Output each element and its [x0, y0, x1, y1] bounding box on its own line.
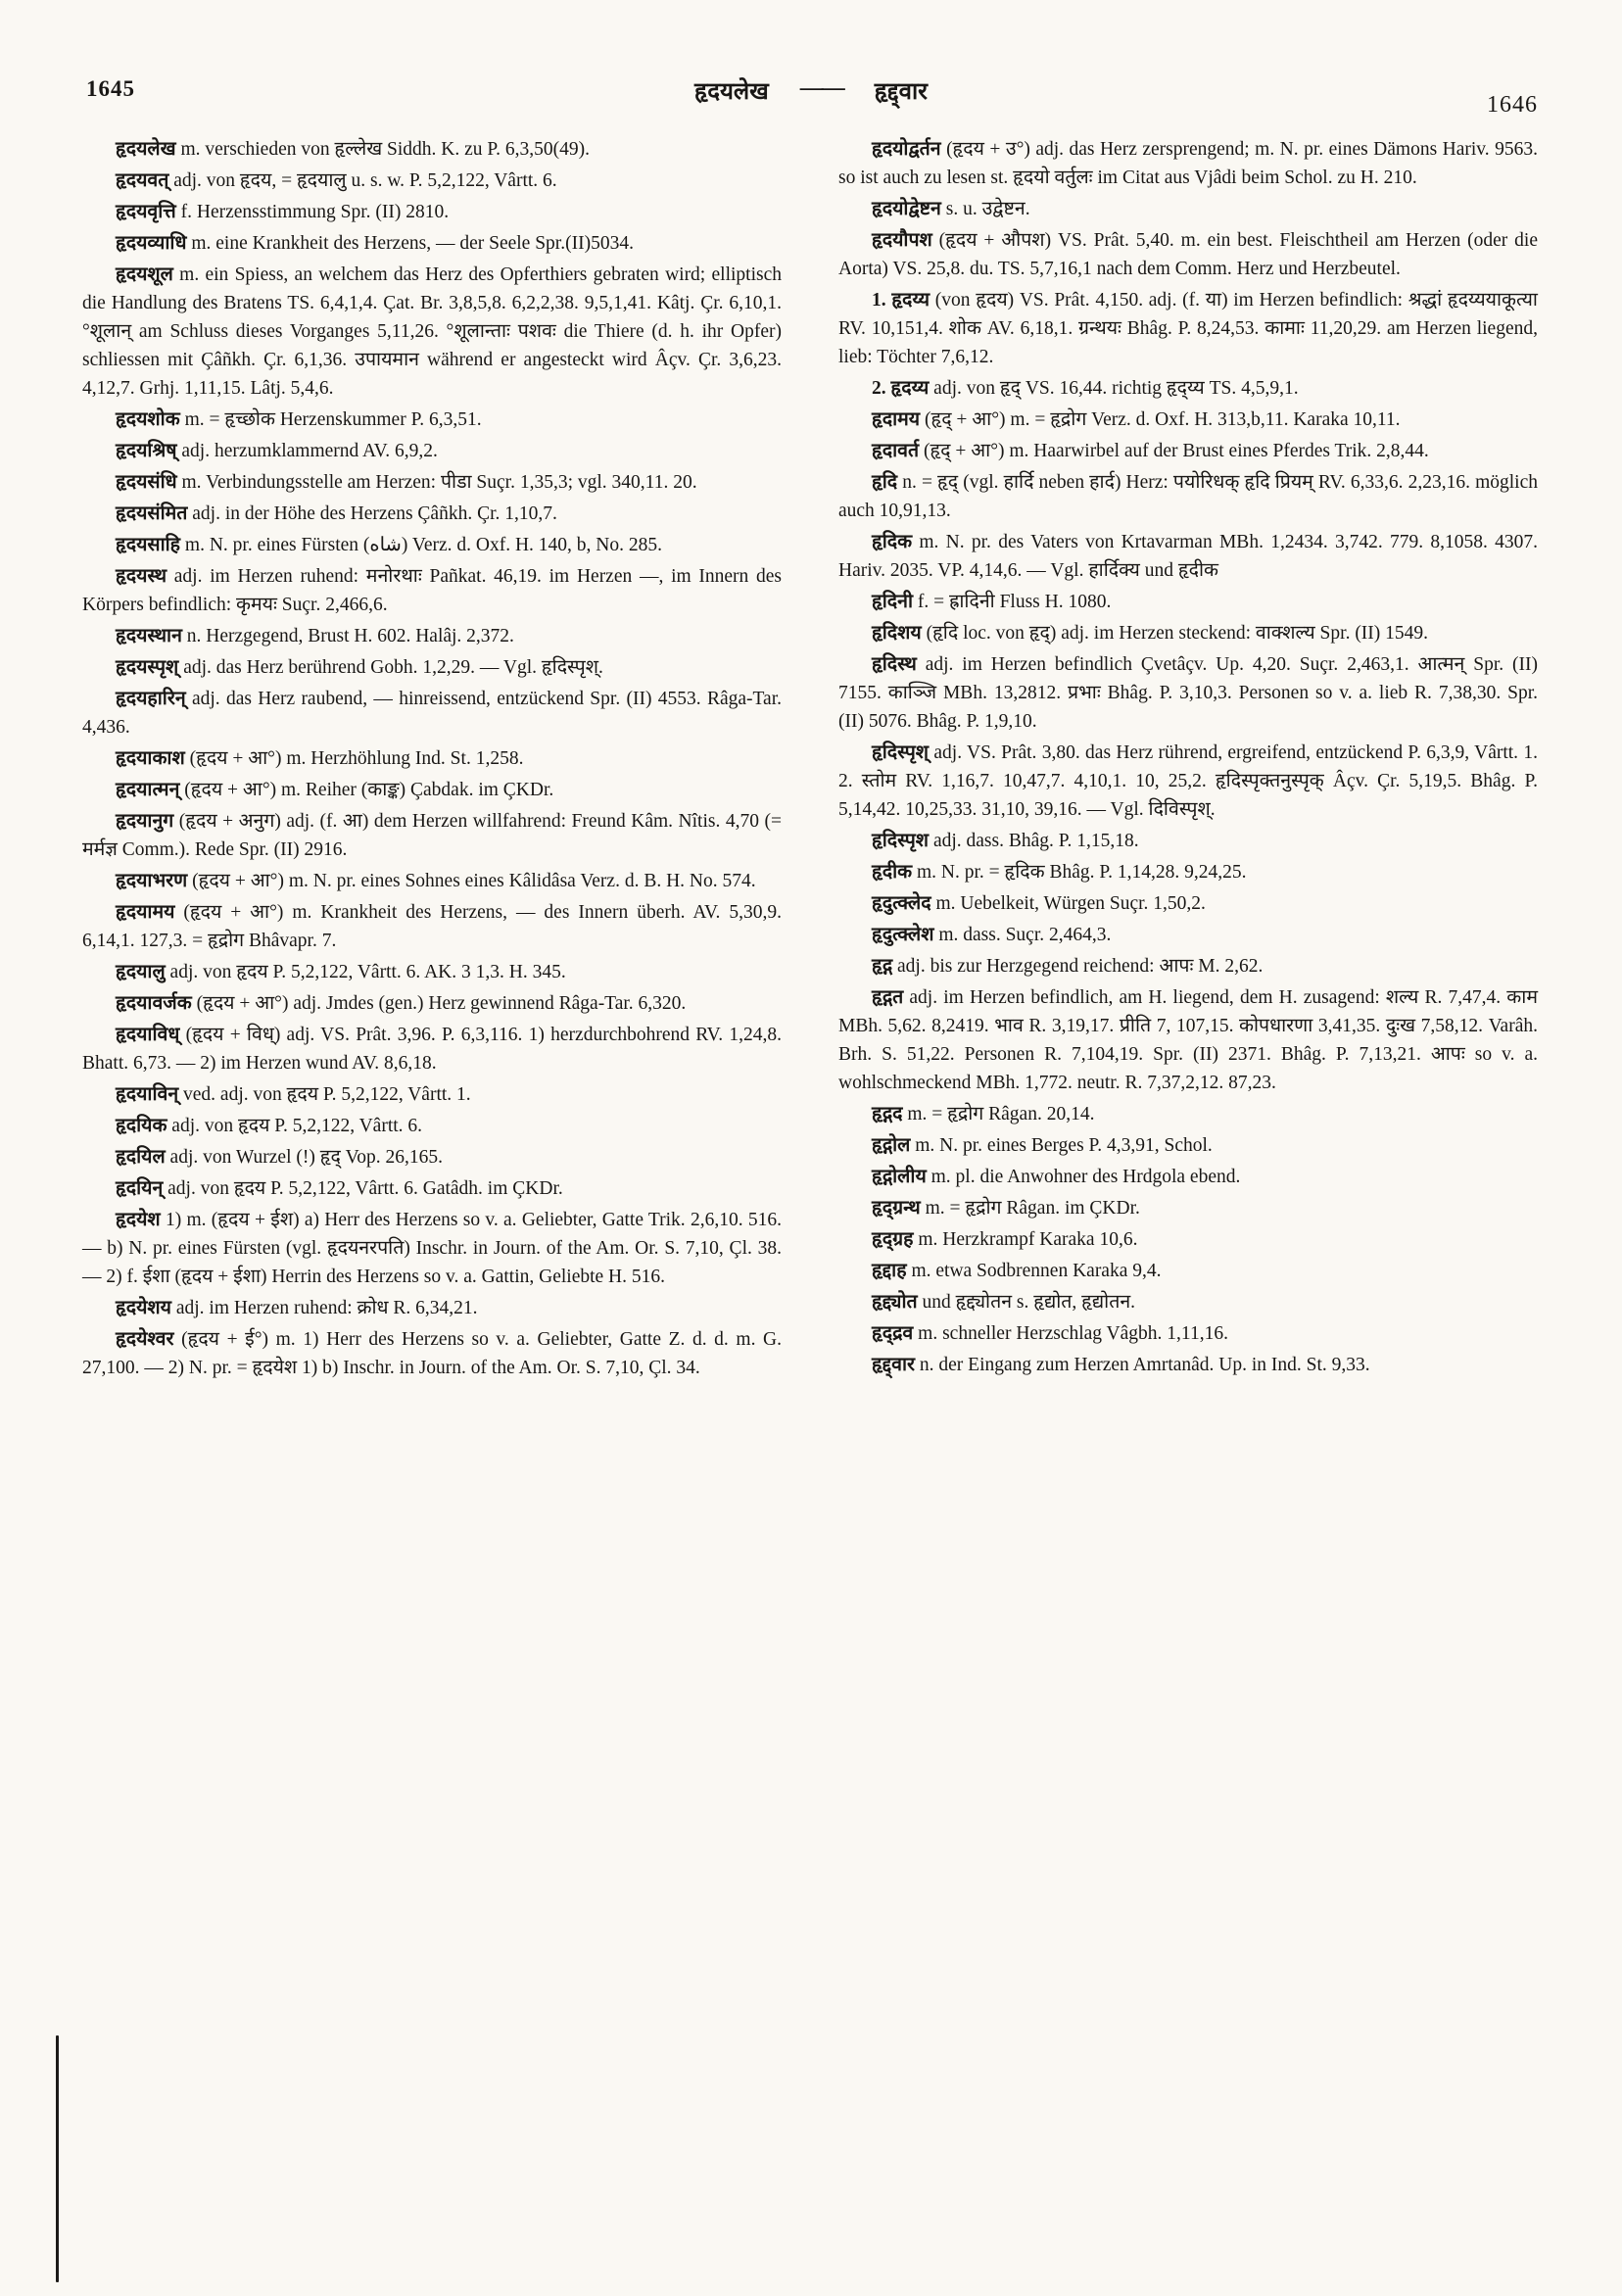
text-columns: [82, 135, 1538, 1385]
dictionary-entry: [838, 135, 1538, 192]
entry-headword: हृदयवत्: [116, 170, 169, 191]
dictionary-entry: [82, 1174, 782, 1203]
running-head-last-word: हृद्द्वार: [874, 79, 928, 105]
entry-headword: हृदिस्पृश्: [872, 742, 930, 763]
entry-body: m. etwa Sodbrennen Karaka 9,4.: [906, 1261, 1162, 1281]
dictionary-entry: [82, 744, 782, 773]
entry-headword: हृदयाविध्: [116, 1025, 180, 1045]
page-number-left: 1645: [86, 76, 135, 101]
dictionary-entry: [82, 500, 782, 528]
entry-headword: हृदयेश: [116, 1210, 161, 1230]
entry-headword: हृदयौपश: [872, 230, 932, 251]
entry-body: (हृदय + आ°) m. Herzhöhlung Ind. St. 1,258.: [184, 748, 524, 769]
entry-body: (हृदय + विध्) adj. VS. Prât. 3,96. P. 6,3,116. 1) herzdurchbohrend RV. 1,24,8. Bhatt. 6,73. — 2) im Herzen wund AV. 8,6,18.: [82, 1025, 782, 1074]
dictionary-entry: [82, 531, 782, 559]
entry-headword: हृदयिन्: [116, 1178, 164, 1199]
entry-headword: हृदिस्पृश: [872, 831, 930, 851]
entry-body: (हृदय + आ°) m. Krankheit des Herzens, — des Innern überh. AV. 5,30,9. 6,14,1. 127,3. = हृद्रोग Bhâvapr. 7.: [82, 902, 782, 951]
entry-body: ved. adj. von हृदय P. 5,2,122, Vârtt. 1.: [178, 1084, 471, 1105]
dictionary-entry: [838, 1194, 1538, 1222]
entry-headword: हृदयाकाश: [116, 748, 185, 769]
dictionary-entry: [838, 1100, 1538, 1128]
dictionary-entry: [82, 1206, 782, 1291]
entry-headword: हृदयसंधि: [116, 472, 177, 493]
entry-headword: हृद्दाह: [872, 1261, 907, 1281]
running-head: [82, 74, 1540, 107]
dictionary-entry: [82, 807, 782, 864]
dictionary-entry: [838, 406, 1538, 434]
entry-body: s. u. उद्वेष्टन.: [940, 199, 1030, 219]
entry-body: m. dass. Suçr. 2,464,3.: [933, 925, 1112, 945]
entry-body: adj. im Herzen befindlich Çvetâçv. Up. 4,20. Suçr. 2,463,1. आत्मन् Spr. (II) 7155. काञ्जि MBh. 13,2812. प्रभाः Bhâg. P. 3,10,3. Personen so v. a. lieb R. 7,38,30. Spr. (II) 5076. Bhâg. P. 1,9,10.: [838, 654, 1538, 732]
entry-body: (हृद् + आ°) m. = हृद्रोग Verz. d. Oxf. H. 313,b,11. Karaka 10,11.: [920, 409, 1401, 430]
dictionary-entry: [838, 226, 1538, 283]
entry-body: adj. herzumklammernd AV. 6,9,2.: [176, 441, 438, 461]
entry-headword: हृद्द्वार: [872, 1355, 916, 1375]
entry-headword: हृदयाभरण: [116, 871, 188, 891]
entry-headword: हृद्द्रव: [872, 1323, 914, 1344]
entry-headword: हृदयशूल: [116, 264, 173, 285]
dictionary-entry: [82, 867, 782, 895]
entry-body: m. N. pr. = हृदिक Bhâg. P. 1,14,28. 9,24,25.: [912, 862, 1247, 883]
dictionary-entry: [838, 588, 1538, 616]
dictionary-entry: [82, 1080, 782, 1109]
entry-headword: हृदामय: [872, 409, 921, 430]
entry-body: (हृदय + अनुग) adj. (f. आ) dem Herzen willfahrend: Freund Kâm. Nîtis. 4,70 (= मर्मज्ञ Comm.). Rede Spr. (II) 2916.: [82, 811, 782, 860]
entry-body: m. verschieden von हृल्लेख Siddh. K. zu P. 6,3,50(49).: [175, 139, 590, 160]
entry-body: adj. dass. Bhâg. P. 1,15,18.: [929, 831, 1139, 851]
entry-body: adj. das Herz berührend Gobh. 1,2,29. — Vgl. हृदिस्पृश्.: [178, 657, 603, 678]
entry-body: m. = हृद्रोग Râgan. 20,14.: [902, 1104, 1095, 1124]
entry-body: m. Herzkrampf Karaka 10,6.: [913, 1229, 1138, 1250]
entry-headword: हृदयोद्वेष्टन: [872, 199, 941, 219]
entry-headword: हृदयानुग: [116, 811, 174, 832]
entry-headword: हृद्द्योत: [872, 1292, 918, 1313]
entry-headword: हृद्गद: [872, 1104, 903, 1124]
entry-body: adj. von Wurzel (!) हृद् Vop. 26,165.: [165, 1147, 443, 1168]
entry-body: m. N. pr. eines Berges P. 4,3,91, Schol.: [910, 1135, 1213, 1156]
entry-headword: हृदयोद्वर्तन: [872, 139, 941, 160]
entry-headword: हृदिक: [872, 532, 913, 552]
entry-body: (हृदय + आ°) m. N. pr. eines Sohnes eines Kâlidâsa Verz. d. B. H. No. 574.: [187, 871, 756, 891]
dictionary-entry: [82, 229, 782, 258]
dictionary-entry: [838, 468, 1538, 525]
entry-body: m. pl. die Anwohner des Hrdgola ebend.: [926, 1167, 1241, 1187]
entry-body: (हृदय + आ°) m. Reiher (काङ्क) Çabdak. im ÇKDr.: [179, 780, 554, 800]
dictionary-entry: [838, 437, 1538, 465]
dictionary-entry: [838, 195, 1538, 223]
dictionary-entry: [838, 286, 1538, 371]
entry-body: n. Herzgegend, Brust H. 602. Halâj. 2,372.: [181, 626, 514, 646]
entry-headword: हृदुत्क्लेश: [872, 925, 934, 945]
scan-artifact-line: [56, 2035, 59, 2282]
dictionary-entry: [838, 921, 1538, 949]
dictionary-entry: [82, 437, 782, 465]
entry-body: adj. von हृदय P. 5,2,122, Vârtt. 6. AK. 3 1,3. H. 345.: [165, 962, 566, 982]
entry-body: m. Verbindungsstelle am Herzen: पीडा Suçr. 1,35,3; vgl. 340,11. 20.: [176, 472, 697, 493]
dictionary-entry: [82, 1143, 782, 1172]
entry-headword: हृदावर्त: [872, 441, 920, 461]
entry-headword: हृदिस्थ: [872, 654, 917, 675]
entry-headword: हृदिनी: [872, 592, 914, 612]
entry-body: (हृद् + आ°) m. Haarwirbel auf der Brust eines Pferdes Trik. 2,8,44.: [919, 441, 1429, 461]
dictionary-entry: [82, 562, 782, 619]
dictionary-entry: [838, 889, 1538, 918]
entry-body: m. eine Krankheit des Herzens, — der Seele Spr.(II)5034.: [186, 233, 634, 254]
entry-body: adj. von हृदय P. 5,2,122, Vârtt. 6. Gatâdh. im ÇKDr.: [163, 1178, 563, 1199]
entry-headword: हृदयश्रिष्: [116, 441, 177, 461]
dictionary-entry: [838, 858, 1538, 886]
dictionary-entry: [82, 261, 782, 403]
entry-body: m. ein Spiess, an welchem das Herz des Opferthiers gebraten wird; elliptisch die Handlung des Bratens TS. 6,4,1,4. Çat. Br. 3,8,5,8. 6,2,2,38. 9,5,1,41. Kâtj. Çr. 6,10,1. °शूलान् am Schluss dieses Vorganges 5,11,26. °शूलान्ताः पशवः die Thiere (d. h. ihr Opfer) schliessen mit Çâñkh. Çr. 6,1,36. उपायमान während er angesteckt wird Âçv. Çr. 3,6,23. 4,12,7. Grhj. 1,11,15. Lâtj. 5,4,6.: [82, 264, 782, 399]
entry-headword: हृदयसंमित: [116, 503, 188, 524]
entry-body: adj. bis zur Herzgegend reichend: आपः M. 2,62.: [892, 956, 1264, 977]
dictionary-entry: [838, 827, 1538, 855]
running-head-first-word: हृदयलेख: [694, 79, 769, 105]
entry-body: f. Herzensstimmung Spr. (II) 2810.: [175, 202, 450, 222]
entry-headword: हृदयामय: [116, 902, 175, 923]
dictionary-entry: [82, 1325, 782, 1382]
dictionary-entry: [838, 739, 1538, 824]
left-column: [82, 135, 782, 1385]
dictionary-entry: [838, 1351, 1538, 1379]
entry-body: und हृद्द्योतन s. हृद्योत, हृद्योतन.: [917, 1292, 1136, 1313]
entry-headword: हृदयिक: [116, 1116, 167, 1136]
entry-body: adj. im Herzen ruhend: मनोरथाः Pañkat. 46,19. im Herzen —, im Innern des Körpers befindlich: कृमयः Suçr. 2,466,6.: [82, 566, 782, 615]
entry-headword: हृदयिल: [116, 1147, 166, 1168]
entry-body: (हृदय + ई°) m. 1) Herr des Herzens so v. a. Geliebter, Gatte Z. d. d. m. G. 27,100. — 2) N. pr. = हृदयेश 1) b) Inschr. in Journ. of the Am. Or. S. 7,10, Çl. 34.: [82, 1329, 782, 1378]
dictionary-entry: [82, 406, 782, 434]
dictionary-entry: [82, 898, 782, 955]
entry-headword: हृदयवृत्ति: [116, 202, 176, 222]
entry-body: adj. von हृदय, = हृदयालु u. s. w. P. 5,2,122, Vârtt. 6.: [168, 170, 557, 191]
entry-headword: हृदुत्क्लेद: [872, 893, 931, 914]
entry-headword: हृदयशोक: [116, 409, 180, 430]
dictionary-entry: [82, 135, 782, 164]
entry-headword: हृदयात्मन्: [116, 780, 180, 800]
right-column: [838, 135, 1538, 1385]
entry-headword: हृदयाविन्: [116, 1084, 179, 1105]
entry-body: m. N. pr. eines Fürsten (شاه) Verz. d. Oxf. H. 140, b, No. 285.: [180, 535, 662, 555]
entry-headword: हृद्गोलीय: [872, 1167, 927, 1187]
entry-body: f. = ह्रादिनी Fluss H. 1080.: [913, 592, 1112, 612]
entry-headword: हृदयव्याधि: [116, 233, 187, 254]
dictionary-entry: [82, 622, 782, 650]
entry-body: n. = हृद् (vgl. हार्दि neben हार्द) Herz: पयोरिधक् हृदि प्रियम् RV. 6,33,6. 2,23,16. möglich auch 10,91,13.: [838, 472, 1538, 521]
entry-body: adj. VS. Prât. 3,80. das Herz rührend, ergreifend, entzückend P. 6,3,9, Vârtt. 1. 2. स्तोम RV. 1,16,7. 10,47,7. 4,10,1. 10, 25,2. हृदिस्पृक्तनुस्पृक् Âçv. Çr. 5,19,5. Bhâg. P. 5,14,42. 10,25,33. 31,10, 39,16. — Vgl. दिविस्पृश्.: [838, 742, 1538, 820]
entry-body: adj. von हृद् VS. 16,44. richtig हृद्य्य TS. 4,5,9,1.: [929, 378, 1299, 399]
entry-body: adj. in der Höhe des Herzens Çâñkh. Çr. 1,10,7.: [187, 503, 557, 524]
entry-headword: हृदीक: [872, 862, 913, 883]
dictionary-entry: [82, 989, 782, 1018]
dictionary-entry: [82, 468, 782, 497]
dictionary-entry: [82, 958, 782, 986]
dictionary-entry: [82, 198, 782, 226]
entry-body: (हृदय + औपश) VS. Prât. 5,40. m. ein best. Fleischtheil am Herzen (oder die Aorta) VS. 25,8. du. TS. 5,7,16,1 nach dem Comm. Herz und Herzbeutel.: [838, 230, 1538, 279]
entry-headword: हृदयहारिन्: [116, 689, 186, 709]
entry-body: adj. im Herzen ruhend: क्रोध R. 6,34,21.: [170, 1298, 478, 1318]
entry-body: m. = हृद्रोग Râgan. im ÇKDr.: [920, 1198, 1140, 1219]
entry-headword: हृदिशय: [872, 623, 922, 644]
entry-headword: हृदयालु: [116, 962, 166, 982]
entry-body: (von हृदय) VS. Prât. 4,150. adj. (f. या) im Herzen befindlich: श्रद्धां हृदय्ययाकूत्या RV. 10,151,4. शोक AV. 6,18,1. ग्रन्थयः Bhâg. P. 8,24,53. कामाः 11,20,29. am Herzen liegend, lieb: Töchter 7,6,12.: [838, 290, 1538, 367]
entry-headword: हृदयसाहि: [116, 535, 181, 555]
entry-headword: हृद्ग: [872, 956, 893, 977]
entry-body: m. = हृच्छोक Herzenskummer P. 6,3,51.: [179, 409, 482, 430]
dictionary-entry: [838, 1319, 1538, 1348]
dictionary-entry: [838, 528, 1538, 585]
dictionary-entry: [82, 1021, 782, 1077]
dictionary-entry: [82, 167, 782, 195]
dictionary-entry: [838, 1131, 1538, 1160]
dictionary-entry: [82, 776, 782, 804]
dictionary-entry: [838, 983, 1538, 1097]
entry-headword: हृदयेश्वर: [116, 1329, 174, 1350]
dictionary-entry: [82, 1294, 782, 1322]
entry-headword: 1. हृदय्य: [872, 290, 930, 311]
dictionary-entry: [838, 619, 1538, 647]
entry-body: m. N. pr. des Vaters von Krtavarman MBh. 1,2434. 3,742. 779. 8,1058. 4307. Hariv. 2035. VP. 4,14,6. — Vgl. हार्दिक्य und हृदीक: [838, 532, 1538, 581]
entry-headword: हृदि: [872, 472, 898, 493]
entry-headword: हृद्गत: [872, 987, 904, 1008]
dictionary-entry: [82, 653, 782, 682]
entry-headword: हृदयस्पृश्: [116, 657, 179, 678]
entry-headword: हृदयलेख: [116, 139, 176, 160]
entry-body: (हृदि loc. von हृद्) adj. im Herzen steckend: वाक्शल्य Spr. (II) 1549.: [921, 623, 1429, 644]
dictionary-entry: [838, 1257, 1538, 1285]
dictionary-entry: [838, 1225, 1538, 1254]
entry-body: (हृदय + उ°) adj. das Herz zersprengend; m. N. pr. eines Dämons Hariv. 9563. so ist auch zu lesen st. हृदयो वर्तुलः im Citat aus Vjâdi beim Schol. zu H. 210.: [838, 139, 1538, 188]
entry-body: m. Uebelkeit, Würgen Suçr. 1,50,2.: [930, 893, 1206, 914]
entry-body: (हृदय + आ°) adj. Jmdes (gen.) Herz gewinnend Râga-Tar. 6,320.: [191, 993, 687, 1014]
dictionary-entry: [838, 1163, 1538, 1191]
entry-body: adj. im Herzen befindlich, am H. liegend, dem H. zusagend: शल्य R. 7,47,4. काम MBh. 5,62. 8,2419. भाव R. 3,19,17. प्रीति 7, 107,15. कोपधारणा 3,41,35. दुःख 7,58,12. Varâh. Brh. S. 51,22. Personen R. 7,104,19. Spr. (II) 2371. Bhâg. P. 7,13,21. आपः so v. a. wohlschmeckend MBh. 1,772. neutr. R. 7,37,2,12. 87,23.: [838, 987, 1538, 1093]
entry-body: adj. von हृदय P. 5,2,122, Vârtt. 6.: [167, 1116, 423, 1136]
entry-headword: हृदयावर्जक: [116, 993, 192, 1014]
entry-body: 1) m. (हृदय + ईश) a) Herr des Herzens so v. a. Geliebter, Gatte Trik. 2,6,10. 516. — b) N. pr. eines Fürsten (vgl. हृदयनरपति) Inschr. in Journ. of the Am. Or. S. 7,10, Çl. 38. — 2) f. ईशा (हृदय + ईशा) Herrin des Herzens so v. a. Gattin, Geliebte H. 516.: [82, 1210, 782, 1287]
entry-headword: हृद्ग्रह: [872, 1229, 914, 1250]
entry-headword: हृदयस्थान: [116, 626, 182, 646]
dictionary-entry: [82, 1112, 782, 1140]
entry-body: adj. das Herz raubend, — hinreissend, entzückend Spr. (II) 4553. Râga-Tar. 4,436.: [82, 689, 782, 738]
dictionary-entry: [838, 1288, 1538, 1316]
entry-body: m. schneller Herzschlag Vâgbh. 1,11,16.: [913, 1323, 1228, 1344]
dictionary-entry: [838, 374, 1538, 403]
page-number-right: 1646: [1487, 92, 1538, 118]
dictionary-entry: [838, 952, 1538, 981]
entry-headword: हृद्गोल: [872, 1135, 911, 1156]
running-head-dash: ——: [799, 75, 843, 101]
entry-headword: हृदयेशय: [116, 1298, 171, 1318]
dictionary-entry: [82, 685, 782, 741]
entry-body: n. der Eingang zum Herzen Amrtanâd. Up. in Ind. St. 9,33.: [915, 1355, 1370, 1375]
entry-headword: हृदयस्थ: [116, 566, 167, 587]
entry-headword: 2. हृदय्य: [872, 378, 930, 399]
page-header: [82, 74, 1540, 120]
dictionary-entry: [838, 650, 1538, 736]
entry-headword: हृद्ग्रन्थ: [872, 1198, 921, 1219]
